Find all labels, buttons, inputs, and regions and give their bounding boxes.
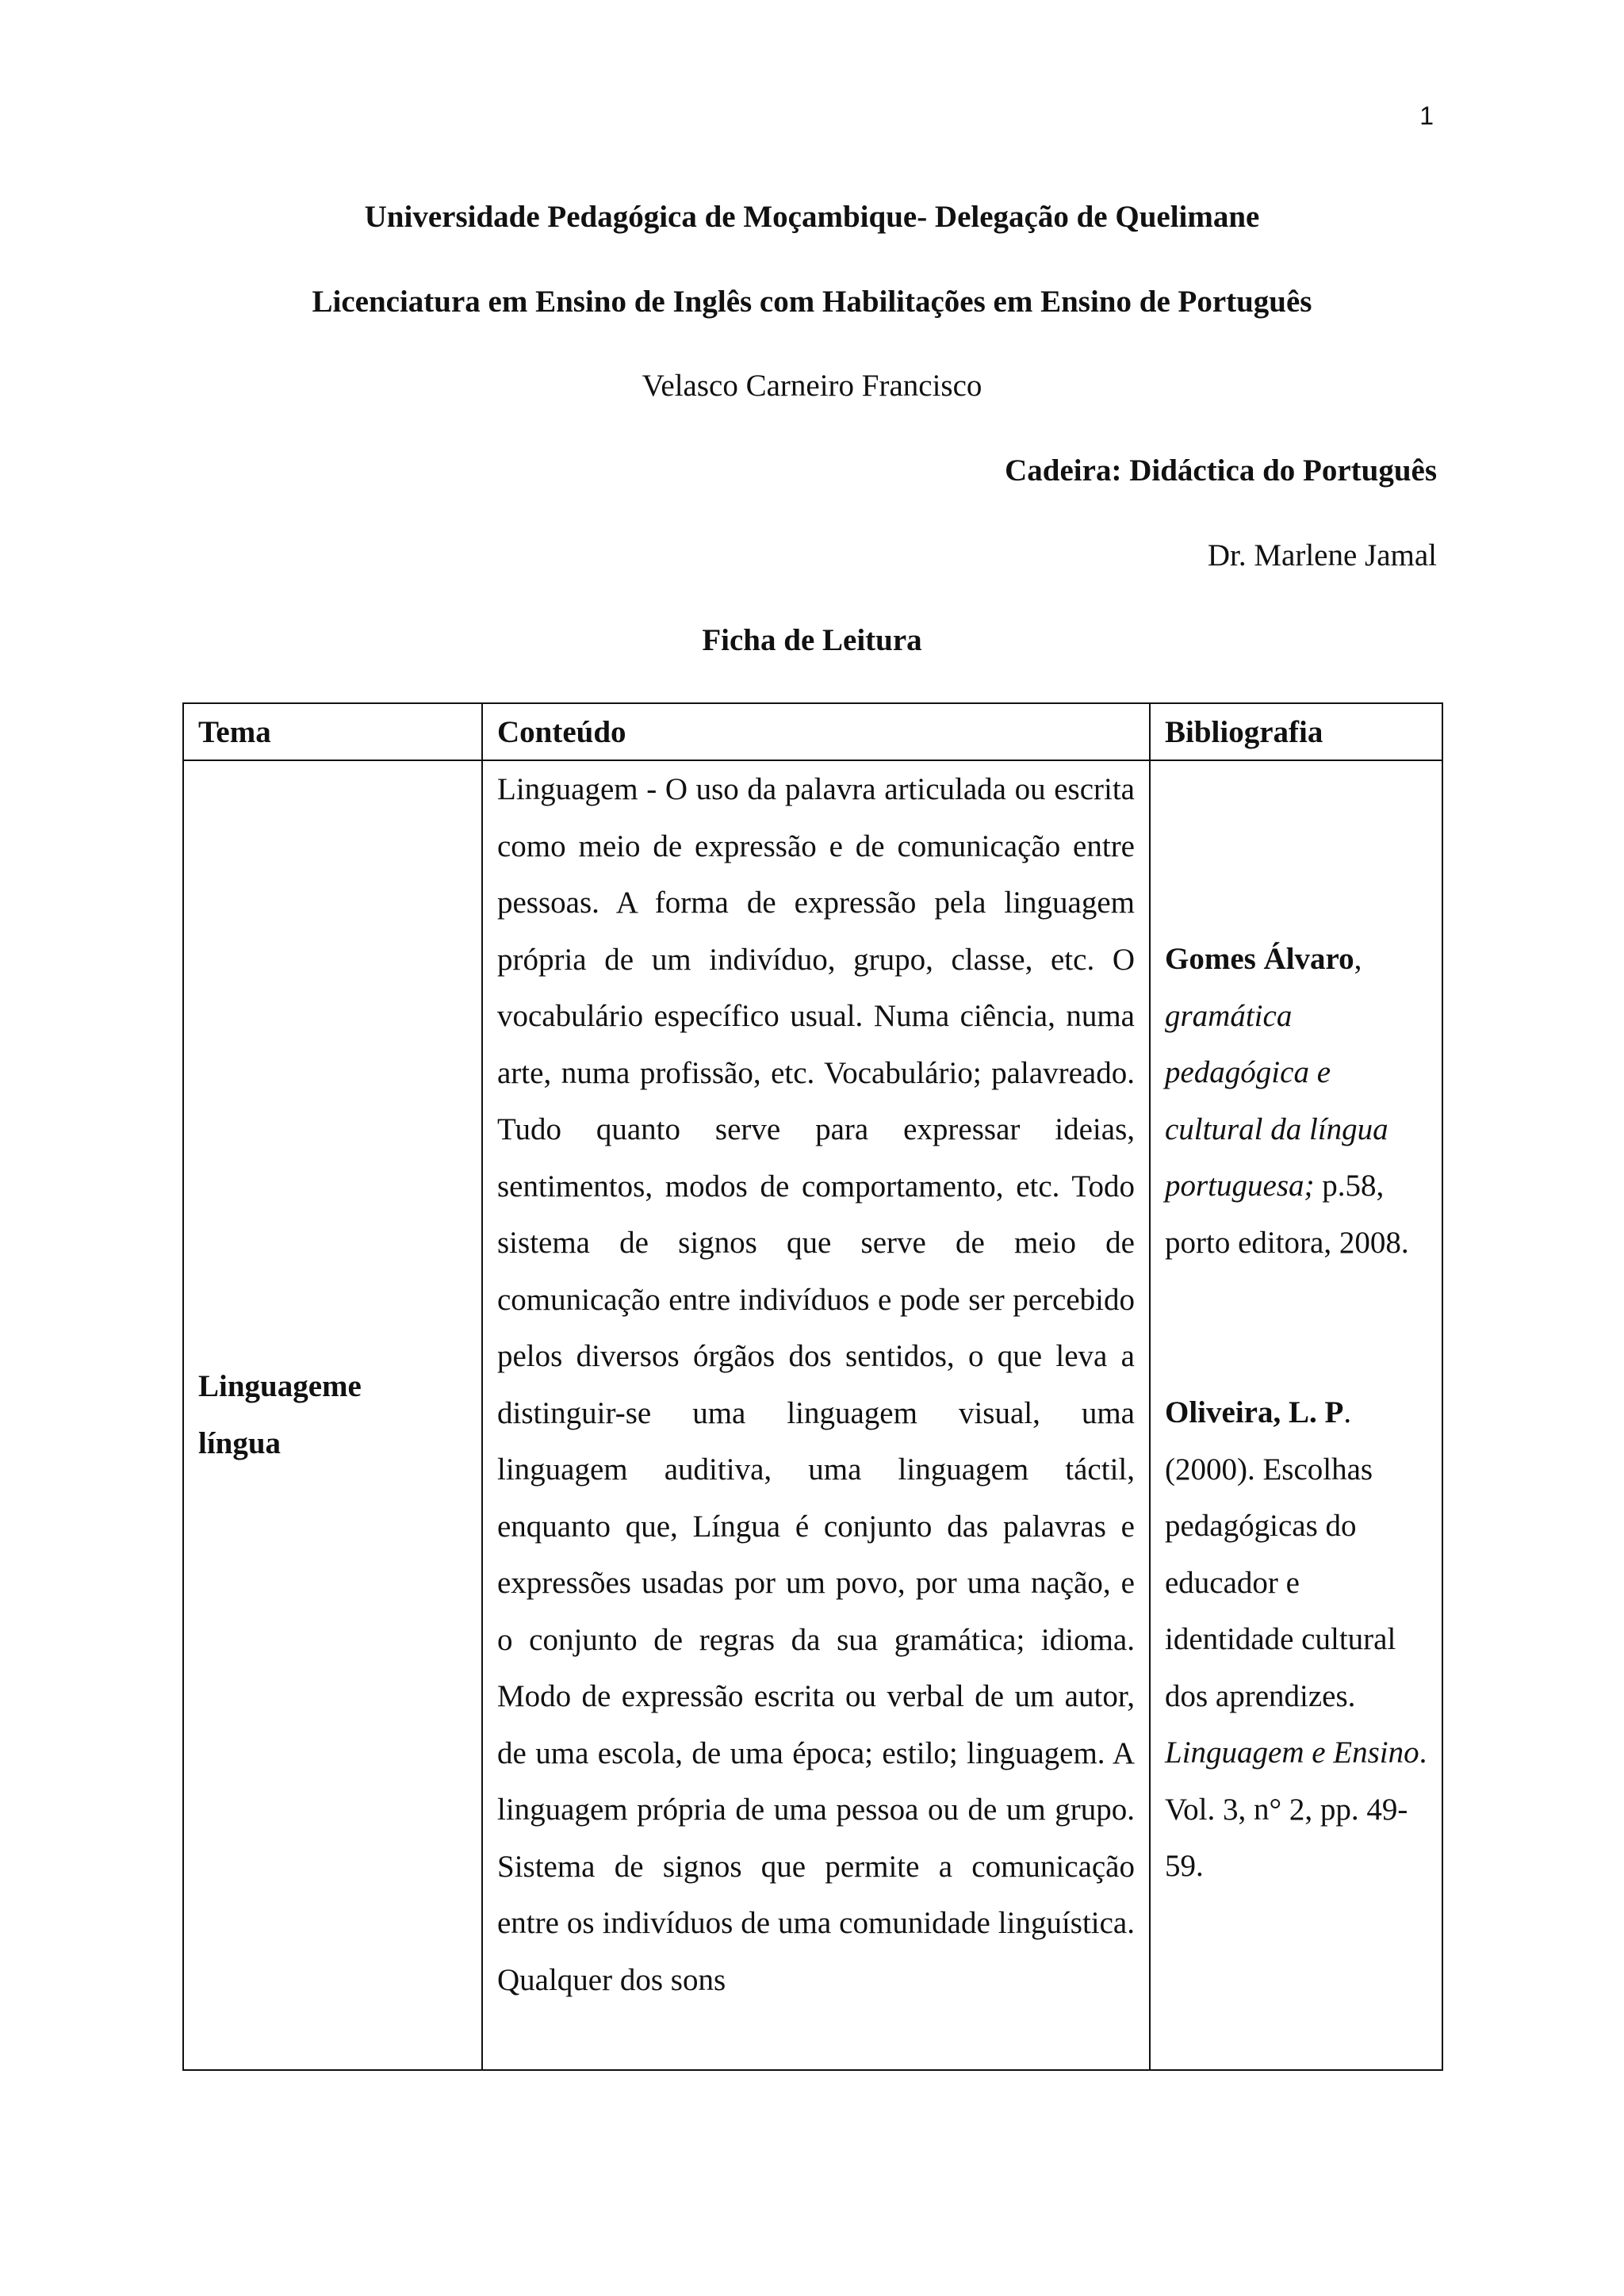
bibliography-separator: , — [1354, 942, 1362, 976]
tema-line-2: língua — [198, 1426, 282, 1460]
column-header-conteudo: Conteúdo — [482, 703, 1150, 760]
bibliography-entry — [1165, 931, 1427, 1271]
column-header-tema: Tema — [183, 703, 482, 760]
tema-cell — [183, 760, 482, 2070]
bibliography-separator: . — [1343, 1395, 1352, 1429]
teacher-name: Dr. Marlene Jamal — [1207, 538, 1437, 572]
subject-label: Cadeira: Didáctica do Português — [1005, 453, 1437, 488]
bibliography-details: (2000). Escolhas pedagógicas do educador e identidade cultural dos aprendizes. — [1165, 1452, 1396, 1713]
bibliography-title: Linguagem e Ensino — [1165, 1735, 1419, 1770]
conteudo-cell — [482, 760, 1150, 2070]
reading-card-table — [182, 702, 1443, 2071]
column-header-bibliografia: Bibliografia — [1150, 703, 1442, 760]
bibliography-title: gramática pedagógica e cultural da língua portuguesa; — [1165, 998, 1388, 1203]
table-row — [183, 760, 1442, 2070]
tema-line-1: Linguageme — [198, 1369, 362, 1403]
university-heading: Universidade Pedagógica de Moçambique- Delegação de Quelimane — [364, 200, 1260, 234]
bibliography-author: Oliveira, L. P — [1165, 1395, 1344, 1429]
course-heading: Licenciatura em Ensino de Inglês com Habilitações em Ensino de Português — [312, 285, 1312, 319]
bibliography-details: . Vol. 3, n° 2, pp. 49-59. — [1165, 1735, 1427, 1883]
student-name: Velasco Carneiro Francisco — [642, 369, 982, 403]
bibliography-details: p.58, porto editora, 2008. — [1165, 1169, 1409, 1260]
document-title: Ficha de Leitura — [702, 623, 922, 657]
bibliografia-cell — [1150, 760, 1442, 2070]
conteudo-text: Linguagem - O uso da palavra articulada ou escrita como meio de expressão e de comunicação entre pessoas. A forma de expressão pela linguagem própria de um indivíduo, grupo, classe, etc. O vocabulário específico usual. Numa ciência, numa arte, numa profissão, etc. Vocabulário; palavreado. Tudo quanto serve para expressar ideias, sentimentos, modos de comportamento, etc. Todo sistema de signos que serve de meio de comunicação entre indivíduos e pode ser percebido pelos diversos órgãos dos sentidos, o que leva a distinguir-se uma linguagem visual, uma linguagem auditiva, uma linguagem táctil, enquanto que, Língua é conjunto das palavras e expressões usadas por um povo, por uma nação, e o conjunto de regras da sua gramática; idioma. Modo de expressão escrita ou verbal de um autor, de uma escola, de uma época; estilo; linguagem. A linguagem própria de uma pessoa ou de um grupo. Sistema de signos que permite a comunicação entre os indivíduos de uma comunidade linguística. Qualquer dos sons — [497, 772, 1135, 1997]
bibliography-author: Gomes Álvaro — [1165, 942, 1354, 976]
page-number: 1 — [1419, 101, 1434, 130]
bibliography-entry — [1165, 1384, 1427, 1895]
table-header-row — [183, 703, 1442, 760]
